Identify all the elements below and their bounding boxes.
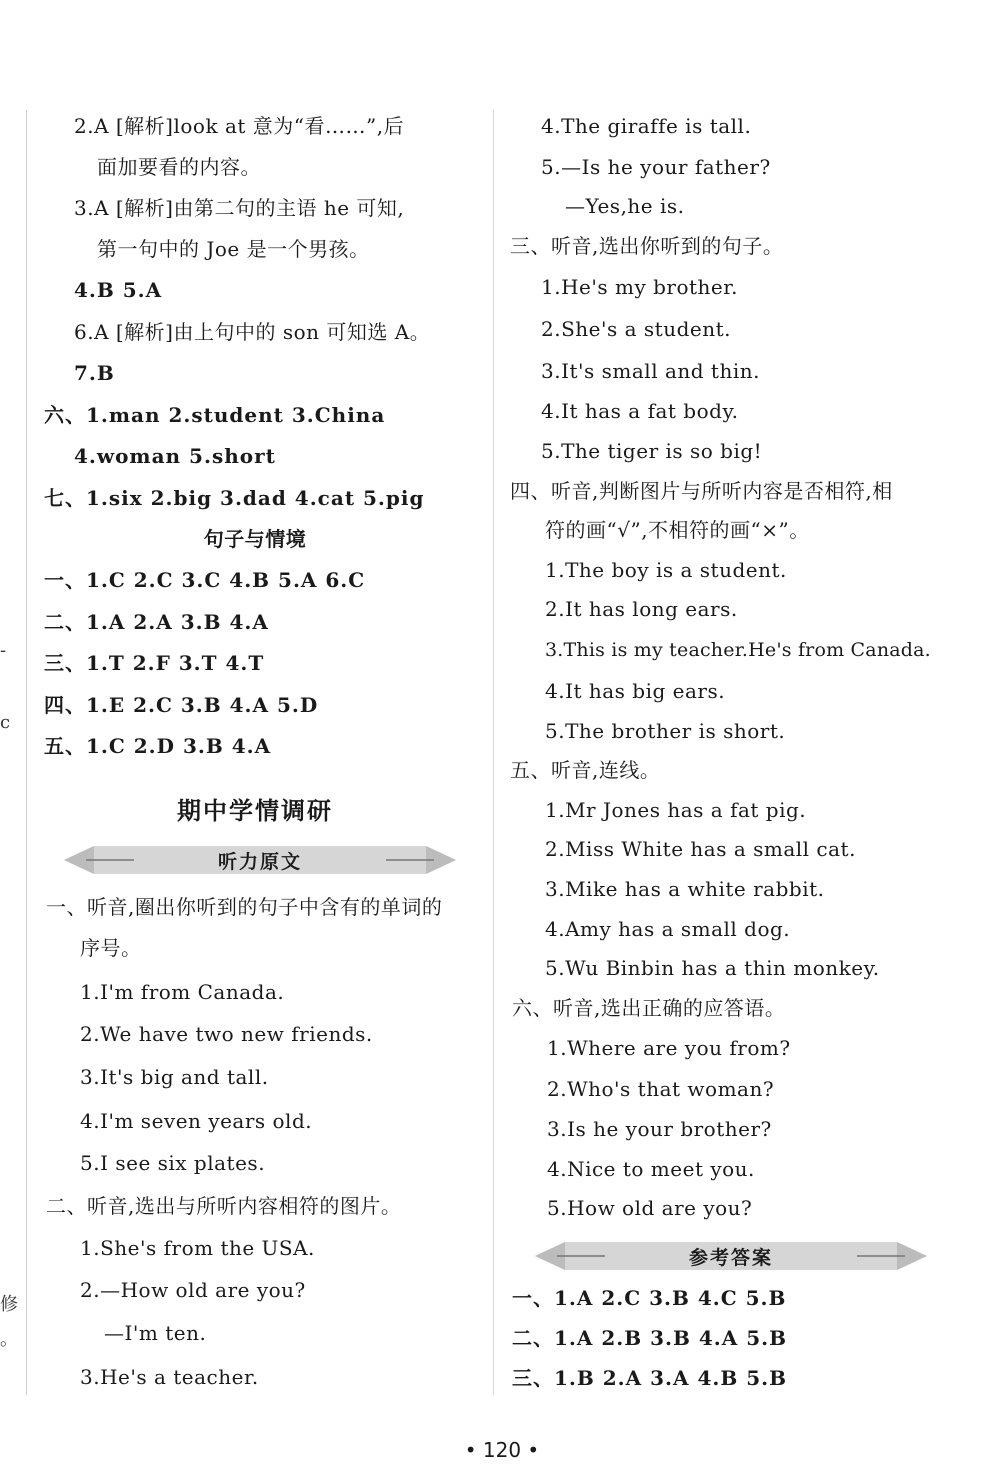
page-number: • 120 • (464, 1438, 540, 1462)
section-title: 句子与情境 (203, 527, 307, 551)
transcript-line: 1.He's my brother. (541, 275, 738, 299)
transcript-line: 4.Nice to meet you. (547, 1157, 755, 1181)
binding-margin-line (26, 110, 27, 1395)
answer-line: 7.B (74, 361, 115, 385)
transcript-line: 1.Mr Jones has a fat pig. (545, 798, 807, 822)
transcript-line: 5.The tiger is so big! (541, 439, 763, 463)
transcript-line: 4.Amy has a small dog. (545, 917, 791, 941)
transcript-line: 5.Wu Binbin has a thin monkey. (545, 956, 880, 980)
answer-line: 一、1.A 2.C 3.B 4.C 5.B (512, 1286, 787, 1310)
transcript-line: —I'm ten. (104, 1321, 207, 1345)
transcript-line: 2.It has long ears. (545, 597, 738, 621)
answer-line: 6.A [解析]由上句中的 son 可知选 A。 (74, 320, 431, 344)
answer-line: 四、1.E 2.C 3.B 4.A 5.D (44, 693, 319, 717)
transcript-line: 2.—How old are you? (80, 1278, 306, 1302)
question-line: 六、听音,选出正确的应答语。 (512, 996, 786, 1020)
banner-listening (64, 843, 456, 877)
answer-line: 第一句中的 Joe 是一个男孩。 (97, 237, 370, 261)
transcript-line: 3.This is my teacher.He's from Canada. (545, 639, 931, 661)
answer-line: 三、1.B 2.A 3.A 4.B 5.B (512, 1366, 787, 1390)
question-line: 符的画“√”,不相符的画“×”。 (545, 518, 810, 542)
margin-fragment: 修 (0, 1294, 18, 1315)
answer-line: 2.A [解析]look at 意为“看……”,后 (74, 114, 405, 138)
answer-line: 一、1.C 2.C 3.C 4.B 5.A 6.C (44, 568, 366, 592)
answer-line: 五、1.C 2.D 3.B 4.A (44, 734, 272, 758)
transcript-line: 3.It's small and thin. (541, 359, 760, 383)
answer-line: 4.woman 5.short (74, 444, 276, 468)
question-line: 三、听音,选出你听到的句子。 (510, 234, 784, 258)
transcript-line: 1.Where are you from? (547, 1036, 791, 1060)
transcript-line: 4.The giraffe is tall. (541, 114, 752, 138)
transcript-line: 3.It's big and tall. (80, 1065, 269, 1089)
transcript-line: 1.She's from the USA. (80, 1236, 315, 1260)
question-line: 五、听音,连线。 (510, 758, 661, 782)
transcript-line: 4.It has big ears. (545, 679, 726, 703)
answer-line: 二、1.A 2.B 3.B 4.A 5.B (512, 1326, 787, 1350)
answer-line: 4.B 5.A (74, 278, 163, 302)
question-line: 一、听音,圈出你听到的句子中含有的单词的 (46, 895, 443, 919)
transcript-line: 5.The brother is short. (545, 719, 786, 743)
transcript-line: 4.It has a fat body. (541, 399, 739, 423)
transcript-line: 2.We have two new friends. (80, 1022, 373, 1046)
transcript-line: 3.Is he your brother? (547, 1117, 772, 1141)
answer-line: 三、1.T 2.F 3.T 4.T (44, 651, 265, 675)
transcript-line: 5.How old are you? (547, 1196, 753, 1220)
answer-line: 六、1.man 2.student 3.China (44, 403, 386, 427)
transcript-line: 2.Miss White has a small cat. (545, 837, 856, 861)
transcript-line: 3.He's a teacher. (80, 1365, 259, 1389)
answer-line: 二、1.A 2.A 3.B 4.A (44, 610, 269, 634)
transcript-line: 2.Who's that woman? (547, 1077, 775, 1101)
transcript-line: 2.She's a student. (541, 317, 731, 341)
transcript-line: 1.I'm from Canada. (80, 980, 285, 1004)
answer-line: 面加要看的内容。 (97, 155, 261, 179)
transcript-line: —Yes,he is. (565, 194, 685, 218)
question-line: 四、听音,判断图片与所听内容是否相符,相 (510, 479, 893, 503)
transcript-line: 4.I'm seven years old. (80, 1109, 313, 1133)
transcript-line: 3.Mike has a white rabbit. (545, 877, 825, 901)
question-line: 二、听音,选出与所听内容相符的图片。 (46, 1194, 402, 1218)
column-divider (493, 110, 494, 1395)
answer-line: 3.A [解析]由第二句的主语 he 可知, (74, 196, 405, 220)
question-line: 序号。 (80, 936, 142, 960)
transcript-line: 1.The boy is a student. (545, 558, 787, 582)
transcript-line: 5.—Is he your father? (541, 155, 771, 179)
margin-fragment: - (0, 640, 7, 661)
banner-answers (535, 1239, 927, 1273)
answer-line: 七、1.six 2.big 3.dad 4.cat 5.pig (44, 486, 425, 510)
exam-title: 期中学情调研 (177, 797, 333, 825)
banner-label: 听力原文 (217, 850, 302, 873)
margin-fragment: 。 (0, 1329, 18, 1350)
margin-fragment: c (0, 712, 11, 733)
transcript-line: 5.I see six plates. (80, 1151, 266, 1175)
banner-label: 参考答案 (688, 1246, 773, 1269)
